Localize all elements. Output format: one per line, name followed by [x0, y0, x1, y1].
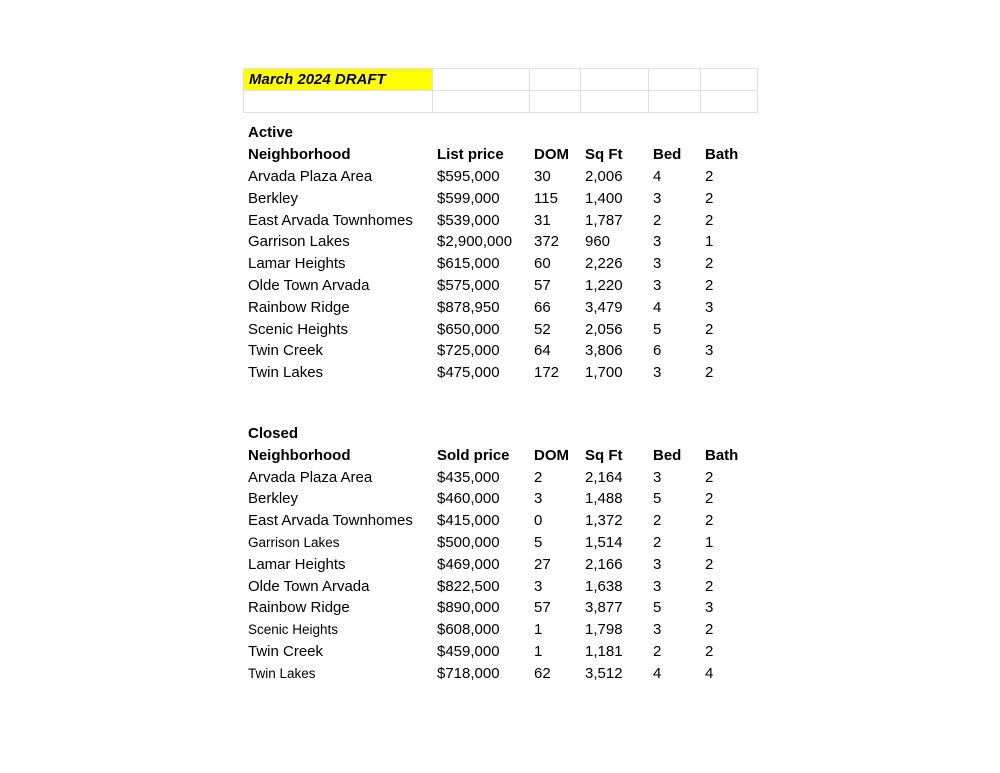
cell-sqft[interactable]: 1,514 — [585, 533, 623, 551]
closed-header-row — [243, 444, 757, 466]
empty-cell[interactable] — [649, 91, 701, 113]
closed-section-label-row — [243, 423, 757, 445]
cell-bath[interactable]: 2 — [705, 621, 714, 639]
cell-bath[interactable]: 3 — [705, 298, 714, 316]
cell-bath[interactable]: 1 — [705, 533, 714, 551]
spreadsheet-sheet — [243, 68, 757, 684]
cell-bed[interactable]: 4 — [653, 664, 662, 682]
cell-neighborhood[interactable]: Olde Town Arvada — [248, 577, 370, 595]
cell-neighborhood[interactable]: Scenic Heights — [248, 320, 349, 338]
cell-sqft[interactable]: 1,220 — [585, 276, 623, 294]
cell-neighborhood[interactable]: Lamar Heights — [248, 255, 346, 273]
table-row — [243, 275, 757, 297]
sheet-title[interactable]: March 2024 DRAFT — [244, 69, 433, 91]
empty-cell[interactable] — [433, 69, 530, 91]
column-header-price[interactable]: List price — [437, 146, 504, 164]
empty-cell[interactable] — [700, 423, 757, 445]
cell-neighborhood[interactable]: Berkley — [248, 189, 299, 207]
cell-bed[interactable]: 2 — [653, 533, 662, 551]
cell-neighborhood[interactable]: East Arvada Townhomes — [248, 211, 413, 229]
cell-dom[interactable]: 64 — [534, 342, 551, 360]
cell-price[interactable]: $718,000 — [437, 664, 500, 682]
cell-bath[interactable]: 2 — [705, 276, 714, 294]
cell-dom[interactable]: 3 — [534, 577, 543, 595]
cell-bath[interactable]: 2 — [705, 490, 714, 508]
cell-bath[interactable]: 2 — [705, 167, 714, 185]
cell-price[interactable]: $615,000 — [437, 255, 500, 273]
cell-bath[interactable]: 3 — [705, 599, 714, 617]
cell-sqft[interactable]: 1,638 — [585, 577, 623, 595]
empty-cell[interactable] — [648, 423, 700, 445]
cell-dom[interactable]: 172 — [534, 364, 560, 382]
cell-dom[interactable]: 372 — [534, 233, 560, 251]
cell-sqft[interactable]: 2,056 — [585, 320, 623, 338]
cell-bed[interactable]: 5 — [653, 320, 662, 338]
cell-bed[interactable]: 3 — [653, 364, 662, 382]
cell-sqft[interactable]: 1,372 — [585, 512, 623, 530]
cell-bath[interactable]: 2 — [705, 468, 714, 486]
table-row — [243, 253, 757, 275]
column-header-bed[interactable]: Bed — [653, 146, 682, 164]
empty-cell[interactable] — [244, 91, 433, 113]
cell-bath[interactable]: 2 — [705, 642, 714, 660]
cell-dom[interactable]: 60 — [534, 255, 551, 273]
cell-dom[interactable]: 66 — [534, 298, 551, 316]
closed-sales-table — [243, 423, 757, 685]
cell-bath[interactable]: 2 — [705, 320, 714, 338]
cell-price[interactable]: $650,000 — [437, 320, 500, 338]
title-row — [244, 69, 758, 91]
cell-sqft[interactable]: 960 — [585, 233, 611, 251]
cell-neighborhood[interactable]: Olde Town Arvada — [248, 276, 370, 294]
cell-neighborhood[interactable]: East Arvada Townhomes — [248, 512, 413, 530]
cell-price[interactable]: $595,000 — [437, 167, 500, 185]
cell-bed[interactable]: 5 — [653, 490, 662, 508]
cell-price[interactable]: $890,000 — [437, 599, 500, 617]
cell-sqft[interactable]: 1,400 — [585, 189, 623, 207]
cell-neighborhood[interactable]: Berkley — [248, 490, 299, 508]
empty-cell[interactable] — [529, 122, 580, 144]
cell-neighborhood[interactable]: Garrison Lakes — [248, 233, 350, 251]
empty-cell[interactable] — [648, 122, 700, 144]
cell-price[interactable]: $459,000 — [437, 642, 500, 660]
cell-price[interactable]: $435,000 — [437, 468, 500, 486]
column-header-dom[interactable]: DOM — [534, 446, 569, 464]
cell-price[interactable]: $475,000 — [437, 364, 500, 382]
column-header-sqft[interactable]: Sq Ft — [585, 446, 623, 464]
table-row — [243, 597, 757, 619]
cell-bed[interactable]: 3 — [653, 189, 662, 207]
cell-sqft[interactable]: 1,488 — [585, 490, 623, 508]
cell-bath[interactable]: 2 — [705, 255, 714, 273]
header-grid — [243, 68, 758, 113]
cell-dom[interactable]: 30 — [534, 167, 551, 185]
cell-dom[interactable]: 57 — [534, 599, 551, 617]
cell-bed[interactable]: 2 — [653, 512, 662, 530]
active-section-label-row — [243, 122, 757, 144]
empty-cell[interactable] — [432, 122, 529, 144]
table-row — [243, 619, 757, 641]
empty-cell[interactable] — [581, 69, 649, 91]
cell-dom[interactable]: 52 — [534, 320, 551, 338]
cell-dom[interactable]: 31 — [534, 211, 551, 229]
cell-dom[interactable]: 0 — [534, 512, 543, 530]
table-row — [243, 510, 757, 532]
cell-bed[interactable]: 2 — [653, 642, 662, 660]
column-header-bed[interactable]: Bed — [653, 446, 682, 464]
empty-cell[interactable] — [649, 69, 701, 91]
empty-cell[interactable] — [530, 69, 581, 91]
cell-bath[interactable]: 2 — [705, 211, 714, 229]
cell-bed[interactable]: 3 — [653, 577, 662, 595]
cell-price[interactable]: $725,000 — [437, 342, 500, 360]
empty-cell[interactable] — [701, 69, 758, 91]
empty-cell[interactable] — [530, 91, 581, 113]
table-row — [243, 575, 757, 597]
cell-sqft[interactable]: 1,181 — [585, 642, 623, 660]
cell-neighborhood[interactable]: Twin Creek — [248, 342, 324, 360]
cell-dom[interactable]: 3 — [534, 490, 543, 508]
empty-cell[interactable] — [701, 91, 758, 113]
cell-bed[interactable]: 2 — [653, 211, 662, 229]
cell-price[interactable]: $415,000 — [437, 512, 500, 530]
empty-cell[interactable] — [432, 423, 529, 445]
cell-dom[interactable]: 57 — [534, 276, 551, 294]
cell-bath[interactable]: 4 — [705, 664, 714, 682]
cell-sqft[interactable]: 3,877 — [585, 599, 623, 617]
active-listings-table — [243, 122, 757, 384]
cell-price[interactable]: $599,000 — [437, 189, 500, 207]
table-row — [243, 532, 757, 554]
cell-bed[interactable]: 4 — [653, 298, 662, 316]
active-header-row — [243, 144, 757, 166]
column-header-bath[interactable]: Bath — [705, 146, 739, 164]
cell-price[interactable]: $2,900,000 — [437, 233, 513, 251]
cell-price[interactable]: $608,000 — [437, 621, 500, 639]
empty-cell[interactable] — [580, 122, 648, 144]
cell-neighborhood[interactable]: Twin Lakes — [248, 665, 316, 681]
table-row — [243, 166, 757, 188]
column-header-sqft[interactable]: Sq Ft — [585, 146, 623, 164]
cell-bed[interactable]: 3 — [653, 233, 662, 251]
cell-bath[interactable]: 1 — [705, 233, 714, 251]
cell-sqft[interactable]: 3,512 — [585, 664, 623, 682]
cell-dom[interactable]: 1 — [534, 642, 543, 660]
empty-cell[interactable] — [581, 91, 649, 113]
table-row — [243, 553, 757, 575]
cell-dom[interactable]: 27 — [534, 555, 551, 573]
table-row — [243, 641, 757, 663]
table-row — [243, 296, 757, 318]
closed-section-label[interactable]: Closed — [248, 424, 299, 442]
column-header-neighborhood[interactable]: Neighborhood — [248, 446, 351, 464]
cell-sqft[interactable]: 2,166 — [585, 555, 623, 573]
cell-dom[interactable]: 1 — [534, 621, 543, 639]
cell-bed[interactable]: 3 — [653, 555, 662, 573]
cell-price[interactable]: $878,950 — [437, 298, 500, 316]
cell-sqft[interactable]: 3,806 — [585, 342, 623, 360]
cell-price[interactable]: $469,000 — [437, 555, 500, 573]
cell-neighborhood[interactable]: Garrison Lakes — [248, 534, 340, 550]
cell-sqft[interactable]: 1,787 — [585, 211, 623, 229]
table-row — [243, 231, 757, 253]
empty-cell[interactable] — [700, 122, 757, 144]
column-header-neighborhood[interactable]: Neighborhood — [248, 146, 351, 164]
cell-bed[interactable]: 3 — [653, 255, 662, 273]
cell-sqft[interactable]: 2,226 — [585, 255, 623, 273]
cell-bed[interactable]: 4 — [653, 167, 662, 185]
cell-price[interactable]: $460,000 — [437, 490, 500, 508]
cell-price[interactable]: $822,500 — [437, 577, 500, 595]
cell-bath[interactable]: 3 — [705, 342, 714, 360]
cell-bath[interactable]: 2 — [705, 512, 714, 530]
table-row — [243, 488, 757, 510]
cell-neighborhood[interactable]: Arvada Plaza Area — [248, 468, 373, 486]
table-row — [243, 662, 757, 684]
cell-neighborhood[interactable]: Twin Creek — [248, 642, 324, 660]
cell-bed[interactable]: 6 — [653, 342, 662, 360]
cell-bed[interactable]: 3 — [653, 468, 662, 486]
column-header-bath[interactable]: Bath — [705, 446, 739, 464]
cell-sqft[interactable]: 2,006 — [585, 167, 623, 185]
cell-dom[interactable]: 2 — [534, 468, 543, 486]
cell-neighborhood[interactable]: Rainbow Ridge — [248, 599, 350, 617]
cell-neighborhood[interactable]: Scenic Heights — [248, 622, 339, 638]
cell-price[interactable]: $500,000 — [437, 533, 500, 551]
column-header-price[interactable]: Sold price — [437, 446, 510, 464]
cell-bath[interactable]: 2 — [705, 555, 714, 573]
table-row — [243, 318, 757, 340]
cell-sqft[interactable]: 1,798 — [585, 621, 623, 639]
table-row — [243, 466, 757, 488]
cell-neighborhood[interactable]: Lamar Heights — [248, 555, 346, 573]
cell-price[interactable]: $575,000 — [437, 276, 500, 294]
empty-cell[interactable] — [433, 91, 530, 113]
table-row — [243, 187, 757, 209]
cell-sqft[interactable]: 1,700 — [585, 364, 623, 382]
cell-sqft[interactable]: 2,164 — [585, 468, 623, 486]
cell-bed[interactable]: 3 — [653, 276, 662, 294]
empty-cell[interactable] — [580, 423, 648, 445]
cell-bed[interactable]: 5 — [653, 599, 662, 617]
table-row — [243, 209, 757, 231]
cell-neighborhood[interactable]: Rainbow Ridge — [248, 298, 350, 316]
empty-cell[interactable] — [529, 423, 580, 445]
active-section-label[interactable]: Active — [248, 124, 294, 142]
cell-bath[interactable]: 2 — [705, 189, 714, 207]
cell-bed[interactable]: 3 — [653, 621, 662, 639]
cell-dom[interactable]: 115 — [534, 189, 558, 207]
cell-bath[interactable]: 2 — [705, 364, 714, 382]
cell-neighborhood[interactable]: Arvada Plaza Area — [248, 167, 373, 185]
blank-row — [244, 91, 758, 113]
cell-dom[interactable]: 62 — [534, 664, 551, 682]
cell-sqft[interactable]: 3,479 — [585, 298, 623, 316]
table-row — [243, 362, 757, 384]
cell-neighborhood[interactable]: Twin Lakes — [248, 364, 324, 382]
column-header-dom[interactable]: DOM — [534, 146, 569, 164]
cell-bath[interactable]: 2 — [705, 577, 714, 595]
cell-dom[interactable]: 5 — [534, 533, 543, 551]
table-row — [243, 340, 757, 362]
cell-price[interactable]: $539,000 — [437, 211, 500, 229]
